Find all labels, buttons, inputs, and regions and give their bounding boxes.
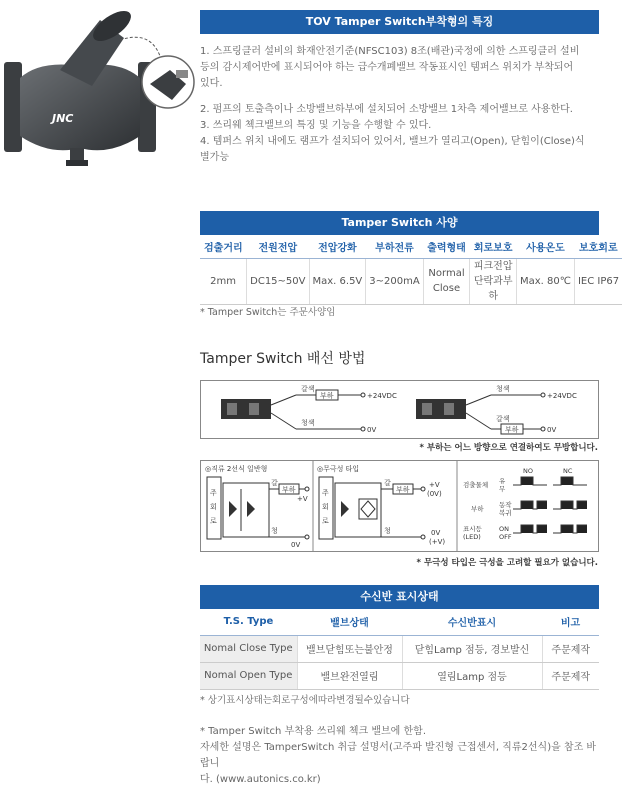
status-cell: 밸브닫힘또는불안정 <box>297 635 402 662</box>
valve-image <box>0 0 196 180</box>
features-line: 별가능 <box>200 152 229 163</box>
diag2-b-circuit-3: 로 <box>322 517 329 525</box>
spec-col-header: 전원전압 <box>247 235 309 258</box>
spec-table <box>200 235 622 305</box>
diag1-right-load: 부하 <box>505 426 519 434</box>
diag2-a-zero: 0V <box>291 541 301 549</box>
features-line: 4. 템퍼스 위치 내에도 램프가 설치되어 있어서, 밸브가 열리고(Open), 닫힘이(Close)식 <box>200 136 585 147</box>
timing-op: 동작 <box>499 501 512 509</box>
table-row <box>200 662 599 689</box>
features-line: 있다. <box>200 78 223 89</box>
wiring-title: Tamper Switch 배선 방법 <box>200 351 366 367</box>
features-header: TOV Tamper Switch부착형의 특징 <box>200 10 599 34</box>
spec-col-header: 출력형태 <box>423 235 470 258</box>
spec-cell: 2mm <box>200 258 247 304</box>
timing-exist: 유 <box>499 477 506 485</box>
diag1-left-brown: 갈색 <box>301 385 315 393</box>
spec-col-header: 검출거리 <box>200 235 247 258</box>
diag2-b-title: ◎무극성 타입 <box>317 465 360 473</box>
footer-line: 다. (www.autonics.co.kr) <box>200 774 321 785</box>
diag1-left-load: 부하 <box>320 392 334 400</box>
status-col-header: 비고 <box>542 609 599 635</box>
diag2-a-blue: 청 <box>271 527 278 535</box>
diag2-a-load: 부하 <box>282 486 296 494</box>
diag1-right-zero: 0V <box>547 426 557 434</box>
spec-col-header: 보호회로 <box>574 235 622 258</box>
spec-col-header: 사용온도 <box>516 235 574 258</box>
features-line: 1. 스프링클러 설비의 화재안전기준(NFSC103) 8조(배관)국정에 의한 스프링클러 설비 <box>200 46 580 57</box>
diag1-right-brown: 청색 <box>496 385 510 393</box>
features-line: 3. 쓰리웨 첵크밸브의 특징 및 기능을 수행할 수 있다. <box>200 120 432 131</box>
status-cell: 밸브완전열림 <box>297 662 402 689</box>
timing-led: 표시등 <box>463 525 482 533</box>
diag2-b-blue: 청 <box>384 527 391 535</box>
status-col-header: T.S. Type <box>200 609 297 635</box>
spec-col-header: 전압강화 <box>309 235 366 258</box>
diag2-b-zero: 0V <box>431 529 441 537</box>
timing-led-2: (LED) <box>463 533 481 541</box>
diag2-b-circuit: 주 <box>322 489 329 497</box>
timing-load: 부하 <box>471 505 484 513</box>
diag1-left-blue: 청색 <box>301 419 315 427</box>
status-cell: 닫힘Lamp 점등, 경보발신 <box>402 635 542 662</box>
timing-nc: NC <box>563 467 573 475</box>
table-row <box>200 258 622 304</box>
status-table <box>200 609 599 690</box>
spec-cell: 3~200mA <box>366 258 423 304</box>
footer-text <box>200 724 600 788</box>
status-cell: Nomal Close Type <box>200 635 297 662</box>
status-cell: Nomal Open Type <box>200 662 297 689</box>
timing-detect: 검출물체 <box>463 481 489 489</box>
timing-no: NO <box>523 467 533 475</box>
timing-off: OFF <box>499 533 512 541</box>
features-line: 등의 감시제어반에 표시되어야 하는 급수개폐밸브 작동표시인 템퍼스 위치가 부착되어 <box>200 62 574 73</box>
features-text <box>200 44 600 166</box>
diag2-a-circuit-3: 로 <box>210 517 217 525</box>
diag1-right-plus: +24VDC <box>547 392 577 400</box>
status-header: 수신반 표시상태 <box>200 585 599 609</box>
diag2-b-brown: 갈 <box>384 479 391 487</box>
spec-col-header: 부하전류 <box>366 235 423 258</box>
brand-logo: JNC <box>52 112 74 125</box>
diag2-a-brown: 갈 <box>271 479 278 487</box>
diag1-left-plus: +24VDC <box>367 392 397 400</box>
spec-cell: 피크전압 단락과부하 <box>470 258 517 304</box>
diag1-right-blue: 갈색 <box>496 415 510 423</box>
spec-cell: Max. 6.5V <box>309 258 366 304</box>
spec-cell: Normal Close <box>423 258 470 304</box>
spec-cell: Max. 80℃ <box>516 258 574 304</box>
spec-cell: IEC IP67 <box>574 258 622 304</box>
diag2-b-circuit-2: 회 <box>322 503 329 511</box>
diag2-a-plus: +V <box>297 495 308 503</box>
diag1-left-zero: 0V <box>367 426 377 434</box>
status-cell: 열림Lamp 점등 <box>402 662 542 689</box>
diag2-b-zero-alt: (+V) <box>429 538 446 546</box>
diag2-a-circuit: 주 <box>210 489 217 497</box>
spec-cell: DC15~50V <box>247 258 309 304</box>
spec-note: * Tamper Switch는 주문사양임 <box>200 307 336 318</box>
diagram-2-note: * 무극성 타입은 극성을 고려할 필요가 없습니다. <box>416 558 598 568</box>
diag2-b-plus-alt: (0V) <box>427 490 442 498</box>
timing-reset: 복귀 <box>499 509 512 517</box>
status-col-header: 밸브상태 <box>297 609 402 635</box>
status-col-header: 수신반표시 <box>402 609 542 635</box>
status-cell: 주문제작 <box>542 662 599 689</box>
diag2-a-circuit-2: 회 <box>210 503 217 511</box>
timing-on: ON <box>499 525 509 533</box>
spec-col-header: 회로보호 <box>470 235 517 258</box>
wiring-diagram-2 <box>200 460 599 552</box>
diagram-1-note: * 부하는 어느 방향으로 연결하여도 무방합니다. <box>419 443 598 453</box>
footer-line: * Tamper Switch 부착용 쓰리웨 첵크 밸브에 한함. <box>200 726 427 737</box>
status-note: * 상기표시상태는회로구성에따라변경될수있습니다 <box>200 695 410 706</box>
diag2-b-load: 부하 <box>396 486 410 494</box>
timing-none: 무 <box>499 485 506 493</box>
diag2-b-plus: +V <box>429 481 440 489</box>
wiring-diagram-1 <box>200 380 599 439</box>
features-line: 2. 펌프의 토출측이나 소방밸브하부에 설치되어 소방밸브 1차측 제어밸브로 사용한다. <box>200 104 573 115</box>
diag2-a-title: ◎직류 2선식 일반형 <box>205 465 268 473</box>
spec-header: Tamper Switch 사양 <box>200 211 599 235</box>
table-row <box>200 635 599 662</box>
footer-line: 자세한 설명은 TamperSwitch 취급 설명서(고주파 발진형 근접센서, 직류2선식)을 참조 바랍니 <box>200 742 597 769</box>
status-cell: 주문제작 <box>542 635 599 662</box>
